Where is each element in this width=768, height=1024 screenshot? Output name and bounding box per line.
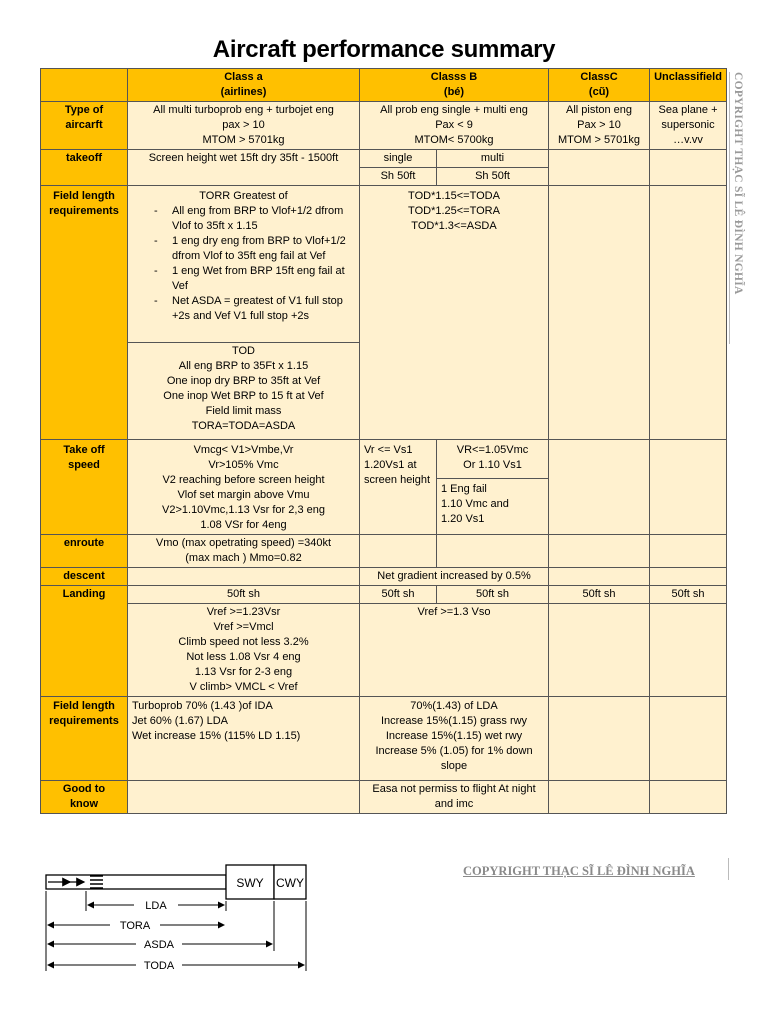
- col-unclassified: Unclassifield: [650, 69, 727, 102]
- col-class-c: ClassC (cũ): [549, 69, 650, 102]
- col-class-a: Class a (airlines): [128, 69, 360, 102]
- good-class-b: Easa not permiss to flight At night and imc: [360, 781, 549, 814]
- takeoff-unclassified: [650, 150, 727, 186]
- landing-class-a: 50ft sh: [128, 586, 360, 604]
- page-title: Aircraft performance summary: [212, 36, 556, 63]
- label-takeoff: takeoff: [41, 150, 128, 186]
- toda-label: TODA: [143, 960, 175, 972]
- speed-class-a: Vmcg< V1>Vmbe,Vr Vr>105% Vmc V2 reaching before screen height Vlof set margin above Vmu V2>1.10Vmc,1.13 Vsr for 2,3 eng 1.08 VSr for 4eng: [128, 440, 360, 535]
- copyright-divider: [728, 858, 729, 880]
- row-enroute: [41, 535, 727, 568]
- speed-unclassified: [650, 440, 727, 535]
- speed-class-b-single: Vr <= Vs1 1.20Vs1 at screen height: [360, 440, 437, 535]
- lda-label: LDA: [145, 900, 167, 912]
- landing-detail-class-c: [549, 604, 650, 697]
- type-class-c: All piston eng Pax > 10 MTOM > 5701kg: [549, 102, 650, 150]
- speed-class-b-multi-bottom: 1 Eng fail 1.10 Vmc and 1.20 Vs1: [437, 479, 549, 535]
- takeoff-class-c: [549, 150, 650, 186]
- cwy-label: CWY: [276, 876, 304, 890]
- swy-label: SWY: [236, 876, 264, 890]
- type-unclassified: Sea plane + supersonic …v.vv: [650, 102, 727, 150]
- takeoff-multi-value: Sh 50ft: [437, 168, 549, 186]
- enroute-class-c: [549, 535, 650, 568]
- col-class-b: Classs B (bé): [360, 69, 549, 102]
- copyright-text: COPYRIGHT THẠC SĨ LÊ ĐÌNH NGHĨA: [463, 864, 695, 878]
- asda-dimension: [48, 939, 272, 951]
- stopway: [226, 865, 274, 899]
- clearway: [274, 865, 306, 899]
- runway-distances-diagram: [38, 855, 310, 975]
- enroute-class-b-single: [360, 535, 437, 568]
- enroute-class-b-multi: [437, 535, 549, 568]
- speed-class-c: [549, 440, 650, 535]
- type-class-a: All multi turboprob eng + turbojet eng pax > 10 MTOM > 5701kg: [128, 102, 360, 150]
- enroute-class-a: Vmo (max opetrating speed) =340kt (max mach ) Mmo=0.82: [128, 535, 360, 568]
- row-takeoff-speed: [41, 440, 727, 479]
- lda-dimension: [88, 900, 224, 912]
- type-class-b: All prob eng single + multi eng Pax < 9 MTOM< 5700kg: [360, 102, 549, 150]
- landing-unclassified: 50ft sh: [650, 586, 727, 604]
- row-good-to-know: [41, 781, 727, 814]
- landing-class-b-single: 50ft sh: [360, 586, 437, 604]
- good-class-a: [128, 781, 360, 814]
- label-landing-field: Field length requirements: [41, 697, 128, 781]
- performance-table: [40, 68, 727, 814]
- row-field-length: [41, 186, 727, 343]
- landing-detail-unclassified: [650, 604, 727, 697]
- row-landing-field: [41, 697, 727, 781]
- descent-class-c: [549, 568, 650, 586]
- field-class-b: TOD*1.15<=TODA TOD*1.25<=TORA TOD*1.3<=ASDA: [360, 186, 549, 440]
- asda-label: ASDA: [144, 939, 174, 951]
- row-takeoff: [41, 150, 727, 168]
- label-descent: descent: [41, 568, 128, 586]
- list-item: - All eng from BRP to Vlof+1/2 dfrom Vlof to 35ft x 1.15: [172, 204, 355, 234]
- list-item: - 1 eng Wet from BRP 15ft eng fail at Vef: [172, 264, 355, 294]
- corner-cell: [41, 69, 128, 102]
- enroute-unclassified: [650, 535, 727, 568]
- landing-detail-class-a: Vref >=1.23Vsr Vref >=Vmcl Climb speed not less 3.2% Not less 1.08 Vsr 4 eng 1.13 Vsr for 2-3 eng V climb> VMCL < Vref: [128, 604, 360, 697]
- landing-class-b-multi: 50ft sh: [437, 586, 549, 604]
- landing-field-class-c: [549, 697, 650, 781]
- label-takeoff-speed: Take off speed: [41, 440, 128, 535]
- header-row: [41, 69, 727, 102]
- landing-field-unclassified: [650, 697, 727, 781]
- landing-class-c: 50ft sh: [549, 586, 650, 604]
- takeoff-single-head: single: [360, 150, 437, 168]
- label-landing: Landing: [41, 586, 128, 697]
- good-class-c: [549, 781, 650, 814]
- landing-detail-class-b: Vref >=1.3 Vso: [360, 604, 549, 697]
- label-field-length: Field length requirements: [41, 186, 128, 440]
- tora-label: TORA: [119, 920, 151, 932]
- good-unclassified: [650, 781, 727, 814]
- descent-class-b: Net gradient increased by 0.5%: [360, 568, 549, 586]
- speed-class-b-multi-top: VR<=1.05Vmc Or 1.10 Vs1: [437, 440, 549, 479]
- landing-field-class-a: Turboprob 70% (1.43 )of IDA Jet 60% (1.67) LDA Wet increase 15% (115% LD 1.15): [128, 697, 360, 781]
- takeoff-class-a: Screen height wet 15ft dry 35ft - 1500ft: [128, 150, 360, 186]
- descent-unclassified: [650, 568, 727, 586]
- runway: [46, 875, 226, 889]
- distance-guides: [46, 891, 306, 971]
- row-landing: [41, 586, 727, 604]
- field-class-a-tod: TOD All eng BRP to 35Ft x 1.15 One inop dry BRP to 35ft at Vef One inop Wet BRP to 15 ft at Vef Field limit mass TORA=TODA=ASDA: [128, 343, 360, 440]
- list-item: - Net ASDA = greatest of V1 full stop +2s and Vef V1 full stop +2s: [172, 294, 355, 324]
- takeoff-single-value: Sh 50ft: [360, 168, 437, 186]
- row-type: [41, 102, 727, 150]
- row-landing-detail: [41, 604, 727, 697]
- landing-field-class-b: 70%(1.43) of LDA Increase 15%(1.15) grass rwy Increase 15%(1.15) wet rwy Increase 5% (1.05) for 1% down slope: [360, 697, 549, 781]
- vertical-copyright: COPYRIGHT THẠC SĨ LÊ ĐÌNH NGHĨA: [729, 72, 744, 344]
- label-enroute: enroute: [41, 535, 128, 568]
- field-class-c: [549, 186, 650, 440]
- field-unclassified: [650, 186, 727, 440]
- tora-dimension: [48, 920, 224, 932]
- label-good-to-know: Good to know: [41, 781, 128, 814]
- takeoff-multi-head: multi: [437, 150, 549, 168]
- row-descent: [41, 568, 727, 586]
- toda-dimension: [48, 960, 304, 972]
- list-item: - 1 eng dry eng from BRP to Vlof+1/2 dfrom Vlof to 35ft eng fail at Vef: [172, 234, 355, 264]
- descent-class-a: [128, 568, 360, 586]
- field-class-a-torr: TORR Greatest of - All eng from BRP to Vlof+1/2 dfrom Vlof to 35ft x 1.15 - 1 eng dry eng from BRP to Vlof+1/2 dfrom Vlof to 35ft eng fail at Vef - 1 eng Wet from BRP 15ft eng fail at Vef - Net ASDA = greatest of V1 full stop +2s and Vef V1 full stop +2s: [128, 186, 360, 343]
- label-type: Type of aircarft: [41, 102, 128, 150]
